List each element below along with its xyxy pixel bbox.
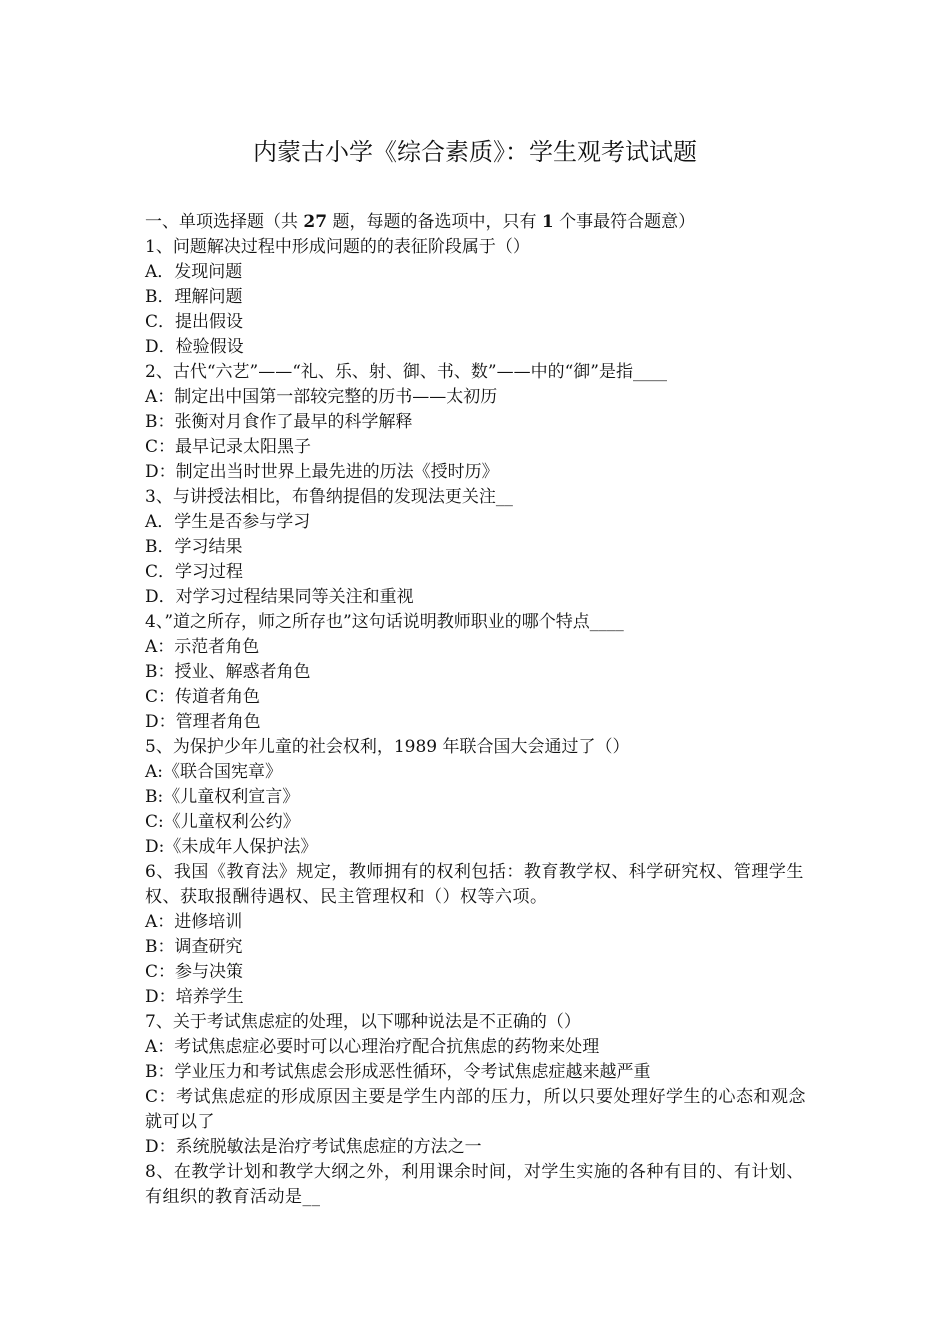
question-6-option-b: B：调查研究: [145, 937, 243, 957]
question-2-option-d: D：制定出当时世界上最先进的历法《授时历》: [145, 462, 499, 482]
question-4: 4、”道之所存，师之所存也”这句话说明教师职业的哪个特点____: [145, 612, 624, 632]
page-title: 内蒙古小学《综合素质》：学生观考试试题: [253, 138, 697, 166]
question-4-option-c: C：传道者角色: [145, 687, 261, 707]
question-5-option-d: D:《未成年人保护法》: [145, 837, 318, 857]
question-1-option-b: B．理解问题: [145, 287, 243, 307]
document-body: [145, 210, 815, 1210]
question-2-option-c: C：最早记录太阳黑子: [145, 437, 312, 457]
question-1-option-d: D．检验假设: [145, 337, 244, 357]
question-3: 3、与讲授法相比，布鲁纳提倡的发现法更关注__: [145, 487, 513, 507]
question-1-option-a: A．发现问题: [145, 262, 243, 282]
question-3-option-c: C．学习过程: [145, 562, 244, 582]
question-7-option-c: C：考试焦虑症的形成原因主要是学生内部的压力，所以只要处理好学生的心态和观念就可以了: [145, 1087, 807, 1132]
question-6: 6、我国《教育法》规定，教师拥有的权利包括：教育教学权、科学研究权、管理学生权、获取报酬待遇权、民主管理权和（）权等六项。: [145, 862, 804, 907]
section-heading: 一、单项选择题（共 27 题，每题的备选项中，只有 1 个事最符合题意）: [145, 212, 696, 232]
question-6-option-d: D：培养学生: [145, 987, 244, 1007]
question-5-option-b: B:《儿童权利宣言》: [145, 787, 300, 807]
question-7-option-b: B：学业压力和考试焦虑会形成恶性循环，令考试焦虑症越来越严重: [145, 1062, 651, 1082]
question-3-option-b: B．学习结果: [145, 537, 243, 557]
question-2-option-b: B：张衡对月食作了最早的科学解释: [145, 412, 413, 432]
question-5-option-a: A:《联合国宪章》: [145, 762, 283, 782]
question-1: 1、问题解决过程中形成问题的的表征阶段属于（）: [145, 237, 530, 257]
question-2: 2、古代“六艺”——“礼、乐、射、御、书、数”——中的“御”是指____: [145, 362, 667, 382]
question-6-option-a: A：进修培训: [145, 912, 243, 932]
question-4-option-d: D：管理者角色: [145, 712, 261, 732]
question-4-option-b: B：授业、解惑者角色: [145, 662, 311, 682]
question-2-option-a: A：制定出中国第一部较完整的历书——太初历: [145, 387, 498, 407]
question-5-option-c: C:《儿童权利公约》: [145, 812, 300, 832]
question-4-option-a: A：示范者角色: [145, 637, 260, 657]
question-1-option-c: C．提出假设: [145, 312, 244, 332]
question-3-option-a: A．学生是否参与学习: [145, 512, 311, 532]
question-6-option-c: C：参与决策: [145, 962, 244, 982]
question-7: 7、关于考试焦虑症的处理，以下哪种说法是不正确的（）: [145, 1012, 581, 1032]
question-7-option-a: A：考试焦虑症必要时可以心理治疗配合抗焦虑的药物来处理: [145, 1037, 600, 1057]
question-5: 5、为保护少年儿童的社会权利，1989 年联合国大会通过了（）: [145, 737, 630, 757]
question-7-option-d: D：系统脱敏法是治疗考试焦虑症的方法之一: [145, 1137, 482, 1157]
question-8: 8、在教学计划和教学大纲之外，利用课余时间，对学生实施的各种有目的、有计划、有组织的教育活动是__: [145, 1162, 804, 1207]
question-3-option-d: D．对学习过程结果同等关注和重视: [145, 587, 414, 607]
